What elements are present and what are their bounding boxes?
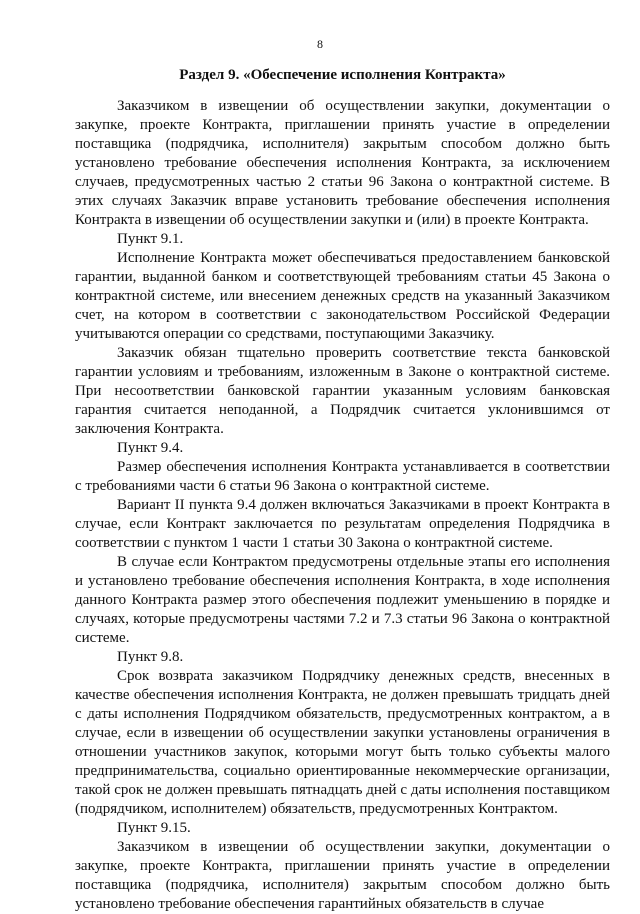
body-paragraph: Срок возврата заказчиком Подрядчику денежных средств, внесенных в качестве обеспечения исполнения Контракта, не должен превышать тридцать дней с даты исполнения Подрядчиком обязательств, предусмотренных контрактом, а в случае, если в извещении об осуществлении закупки установлены ограничения в отношении участников закупок, которыми могут быть только субъекты малого предпринимательства, социально ориентированные некоммерческие организации, такой срок не должен превышать пятнадцать дней с даты исполнения поставщиком (подрядчиком, исполнителем) обязательств, предусмотренных Контрактом. bbox=[75, 668, 610, 817]
section-title: Раздел 9. «Обеспечение исполнения Контракта» bbox=[179, 67, 506, 83]
document-body bbox=[75, 97, 610, 914]
body-paragraph: Заказчик обязан тщательно проверить соответствие текста банковской гарантии условиям и требованиям, изложенным в Законе о контрактной системе. При несоответствии банковской гарантии указанным условиям банковская гарантия считается неподанной, а Подрядчик считается уклонившимся от заключения Контракта. bbox=[75, 345, 610, 437]
clause-heading-9-8: Пункт 9.8. bbox=[117, 649, 184, 665]
body-paragraph: Заказчиком в извещении об осуществлении закупки, документации о закупке, проекте Контракта, приглашении принять участие в определении поставщика (подрядчика, исполнителя) закрытым способом должно быть установлено требование обеспечения гарантийных обязательств в случае bbox=[75, 839, 610, 912]
body-paragraph: Размер обеспечения исполнения Контракта устанавливается в соответствии с требованиями части 6 статьи 96 Закона о контрактной системе. bbox=[75, 459, 610, 494]
page-number: 8 bbox=[317, 37, 323, 51]
body-paragraph: В случае если Контрактом предусмотрены отдельные этапы его исполнения и установлено требование обеспечения исполнения Контракта, в ходе исполнения данного Контракта размер этого обеспечения подлежит уменьшению в порядке и случаях, которые предусмотрены частями 7.2 и 7.3 статьи 96 Закона о контрактной системе. bbox=[75, 554, 610, 646]
clause-heading-9-1: Пункт 9.1. bbox=[117, 231, 184, 247]
body-paragraph: Вариант II пункта 9.4 должен включаться Заказчиками в проект Контракта в случае, если Контракт заключается по результатам определения Подрядчика в соответствии с пунктом 1 части 1 статьи 30 Закона о контрактной системе. bbox=[75, 497, 610, 551]
body-paragraph: Исполнение Контракта может обеспечиваться предоставлением банковской гарантии, выданной банком и соответствующей требованиям статьи 45 Закона о контрактной системе, или внесением денежных средств на указанный Заказчиком счет, на котором в соответствии с законодательством Российской Федерации учитываются операции со средствами, поступающими Заказчику. bbox=[75, 250, 610, 342]
clause-heading-9-15: Пункт 9.15. bbox=[117, 820, 191, 836]
intro-paragraph: Заказчиком в извещении об осуществлении закупки, документации о закупке, проекте Контракта, приглашении принять участие в определении поставщика (подрядчика, исполнителя) закрытым способом должно быть установлено требование обеспечения исполнения Контракта, за исключением случаев, предусмотренных частью 2 статьи 96 Закона о контрактной системе. В этих случаях Заказчик вправе установить требование обеспечения исполнения Контракта в извещении об осуществлении закупки и (или) в проекте Контракта. bbox=[75, 98, 610, 228]
clause-heading-9-4: Пункт 9.4. bbox=[117, 440, 184, 456]
